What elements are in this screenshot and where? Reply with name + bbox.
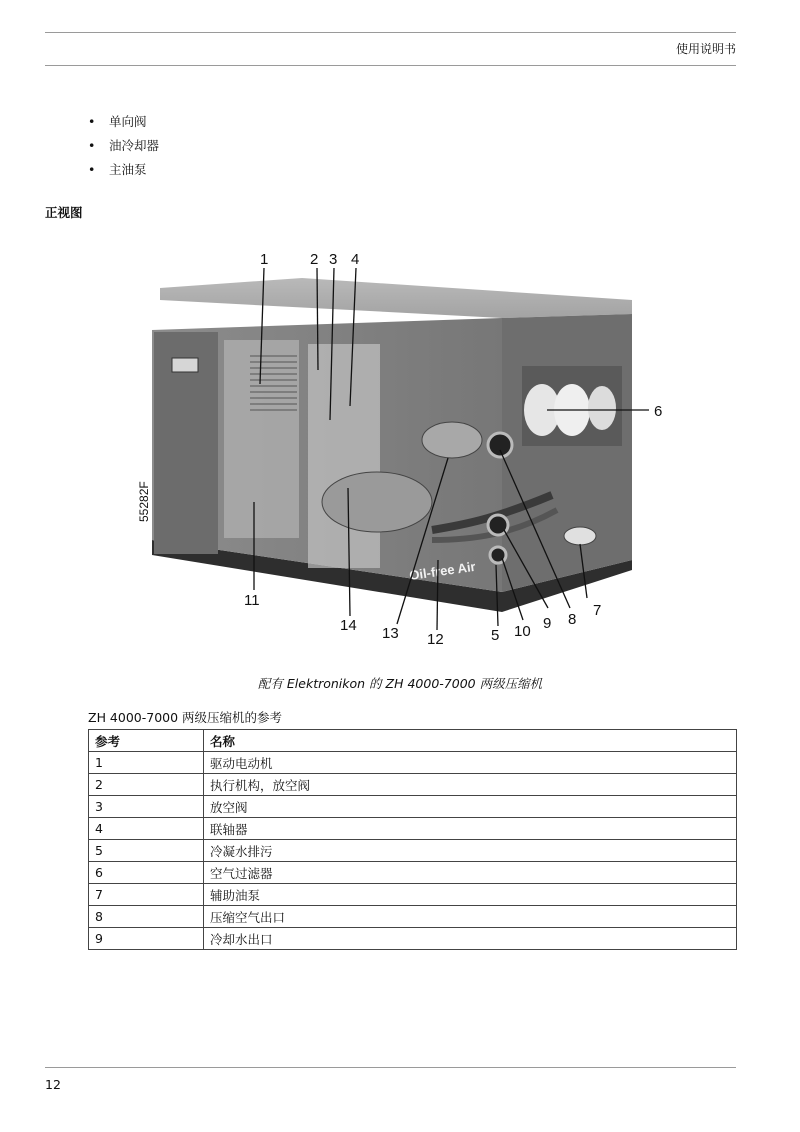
list-item: • 油冷却器 [88, 138, 159, 162]
cooling-water-inlet [490, 547, 506, 563]
column-header-reference: 参考 [89, 730, 204, 752]
table-cell: 执行机构，放空阀 [204, 774, 737, 796]
header-title: 使用说明书 [675, 42, 736, 56]
table-cell: 3 [89, 796, 204, 818]
table-cell: 联轴器 [204, 818, 737, 840]
side-code: 55282F [137, 481, 151, 522]
header-rule-bottom [45, 65, 736, 66]
brand-text: Oil-free Air [408, 558, 477, 583]
table-row [89, 796, 737, 818]
table-cell: 辅助油泵 [204, 884, 737, 906]
callout-11: 11 [244, 592, 260, 609]
callout-8: 8 [568, 611, 577, 628]
table-row [89, 906, 737, 928]
page-number: 12 [45, 1077, 61, 1092]
callout-5: 5 [491, 627, 500, 644]
table-row [89, 862, 737, 884]
table-cell: 5 [89, 840, 204, 862]
compressor-figure [132, 240, 668, 660]
list-item: • 单向阀 [88, 114, 159, 138]
callout-13: 13 [382, 625, 399, 642]
aux-oil-pump [564, 527, 596, 545]
table-cell: 放空阀 [204, 796, 737, 818]
right-face [502, 314, 632, 592]
component-bullet-list [88, 114, 159, 186]
table-cell: 7 [89, 884, 204, 906]
door-panel [308, 344, 380, 568]
table-cell: 压缩空气出口 [204, 906, 737, 928]
callout-14: 14 [340, 617, 357, 634]
footer-rule [45, 1067, 736, 1068]
table-row [89, 840, 737, 862]
callout-6: 6 [654, 403, 663, 420]
section-title: 正视图 [45, 205, 83, 220]
callout-12: 12 [427, 631, 444, 648]
callout-4: 4 [351, 251, 360, 268]
table-cell: 2 [89, 774, 204, 796]
callout-9: 9 [543, 615, 552, 632]
reference-table [88, 729, 737, 950]
coupling-housing [422, 422, 482, 458]
callout-2: 2 [310, 251, 319, 268]
door-panel [224, 340, 299, 538]
table-cell: 6 [89, 862, 204, 884]
callout-7: 7 [593, 602, 602, 619]
elektronikon-display [172, 358, 198, 372]
table-row [89, 928, 737, 950]
compressor-element [322, 472, 432, 532]
compressor-illustration [132, 240, 668, 660]
table-row [89, 884, 737, 906]
table-header-row [89, 730, 737, 752]
compressed-air-outlet [488, 433, 512, 457]
table-title: ZH 4000-7000 两级压缩机的参考 [88, 710, 283, 725]
table-cell: 冷却水出口 [204, 928, 737, 950]
header-rule-top [45, 32, 736, 33]
table-row [89, 818, 737, 840]
callout-1: 1 [260, 251, 269, 268]
figure-caption: 配有 Elektronikon 的 ZH 4000-7000 两级压缩机 [257, 676, 543, 691]
table-cell: 1 [89, 752, 204, 774]
table-cell: 驱动电动机 [204, 752, 737, 774]
table-cell: 空气过滤器 [204, 862, 737, 884]
table-cell: 8 [89, 906, 204, 928]
callout-3: 3 [329, 251, 338, 268]
air-filter [588, 386, 616, 430]
table-cell: 4 [89, 818, 204, 840]
callout-10: 10 [514, 623, 531, 640]
table-row [89, 774, 737, 796]
table-cell: 9 [89, 928, 204, 950]
table-row [89, 752, 737, 774]
list-item: • 主油泵 [88, 162, 159, 186]
table-cell: 冷凝水排污 [204, 840, 737, 862]
top-panel [160, 278, 632, 318]
column-header-name: 名称 [204, 730, 737, 752]
